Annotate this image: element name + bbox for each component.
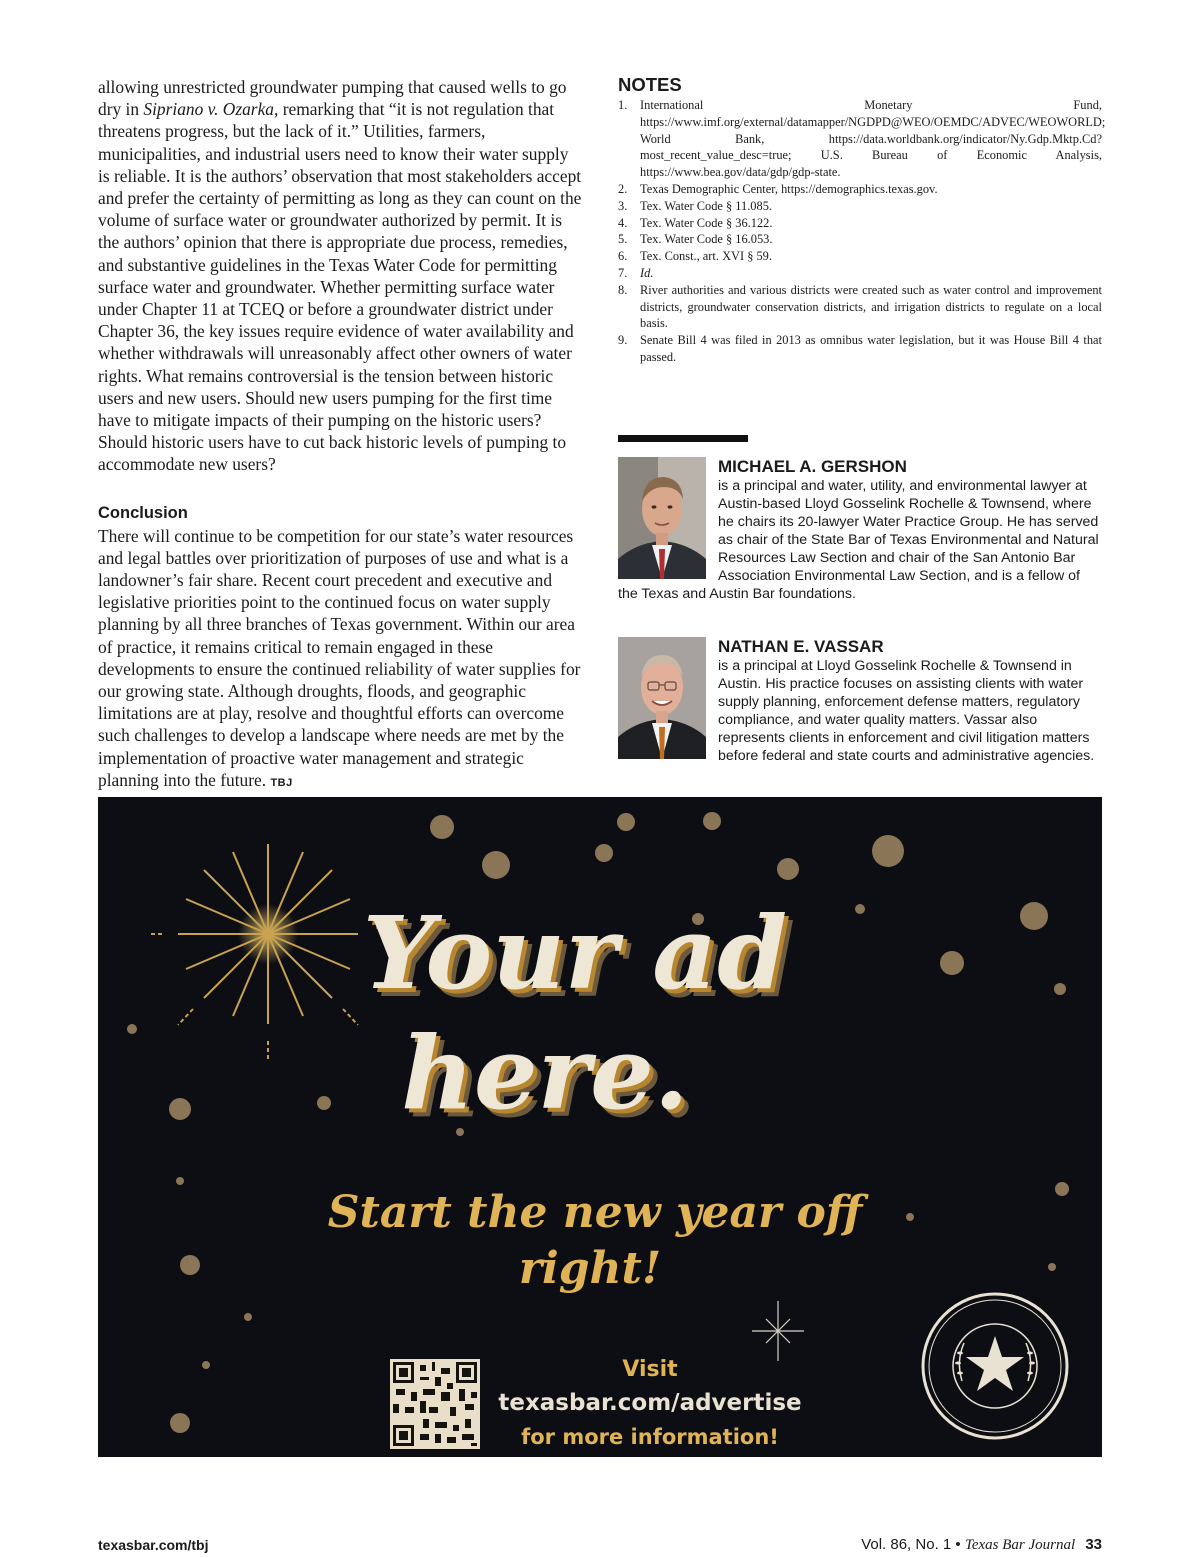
ad-headline-line: here. <box>401 1014 689 1132</box>
advertisement[interactable] <box>98 797 1102 1457</box>
page-number: 33 <box>1085 1536 1102 1553</box>
ad-tagline-line: Start the new year off <box>327 1187 863 1238</box>
qr-code-icon[interactable] <box>390 1359 480 1449</box>
author-name: NATHAN E. VASSAR <box>718 637 884 656</box>
author-description: is a principal at Lloyd Gosselink Rochelle & Townsend in Austin. His practice focuses on assisting clients with water supply planning, enforcement defense matters, regulatory compliance, and water quality matters. Vassar also represents clients in enforcement and civil litigation matters before federal and state courts and administrative agencies. <box>718 658 1095 764</box>
note-item: 2. Texas Demographic Center, https://demographics.texas.gov. <box>618 181 938 196</box>
ad-headline <box>98 893 1102 1133</box>
notes-list <box>618 97 1106 366</box>
article-paragraph <box>98 76 584 476</box>
author-photo <box>618 637 706 759</box>
footer-url[interactable]: texasbar.com/tbj <box>98 1537 209 1553</box>
section-heading: Conclusion <box>98 503 188 522</box>
footer-issue-info <box>861 1536 1102 1554</box>
cta-url-link[interactable]: texasbar.com/advertise <box>498 1390 802 1416</box>
cta-visit: Visit <box>622 1357 678 1382</box>
note-item: 5. Tex. Water Code § 16.053. <box>618 232 773 247</box>
note-item: 8. River authorities and various districts were created such as water control and improvement districts, groundwater conservation districts, and irrigation districts to regulate on a local basis. <box>618 282 1102 331</box>
section-divider <box>618 435 748 442</box>
ad-call-to-action <box>490 1355 810 1453</box>
end-mark: TBJ <box>270 776 293 789</box>
journal-title: Texas Bar Journal <box>964 1537 1076 1553</box>
author-photo <box>618 457 706 579</box>
ad-tagline <box>98 1185 1102 1297</box>
paragraph-text: allowing unrestricted groundwater pumping that caused wells to go dry in <box>98 77 567 120</box>
cta-more-info: for more information! <box>521 1425 779 1449</box>
notes-heading: NOTES <box>618 74 682 95</box>
author-name: MICHAEL A. GERSHON <box>718 457 907 476</box>
volume-number: Vol. 86, No. 1 <box>861 1536 952 1553</box>
author-bio <box>618 637 1102 765</box>
note-item: 9. Senate Bill 4 was filed in 2013 as omnibus water legislation, but it was House Bill 4 that passed. <box>618 333 1102 364</box>
bullet-separator: • <box>955 1536 961 1553</box>
ad-tagline-line: right! <box>518 1243 662 1294</box>
conclusion-paragraph <box>98 525 584 794</box>
case-name: Sipriano v. Ozarka, <box>143 99 279 120</box>
note-item: 4. Tex. Water Code § 36.122. <box>618 215 773 230</box>
note-item: 1. International Monetary Fund, https://www.imf.org/external/datamapper/NGDPD@WEO/OEMDC/ADVEC/WEOWORLD; World Bank, https://data.worldbank.org/indicator/Ny.Gdp.Mktp.Cd?most_recent_value_desc=true; U.S. Bureau of Economic Analysis, https://www.bea.gov/data/gdp/gdp-state. <box>618 98 1106 180</box>
article-column <box>98 76 584 794</box>
note-item: 3. Tex. Water Code § 11.085. <box>618 198 772 213</box>
sparkle-star-icon <box>752 1301 804 1361</box>
state-bar-seal-logo <box>920 1291 1070 1441</box>
ad-headline-line: Your ad <box>362 894 788 1012</box>
author-description: is a principal and water, utility, and environmental lawyer at Austin-based Lloyd Gosselink Rochelle & Townsend, where he chairs its 20-lawyer Water Practice Group. He has served as chair of the State Bar of Texas Environmental and Natural Resources Law Section and chair of the San Antonio Bar Association Environmental Law Section, and is a fellow of the Texas and Austin Bar foundations. <box>618 478 1099 602</box>
notes-section <box>618 74 1106 366</box>
note-item: 7. Id. <box>618 265 654 280</box>
note-item: 6. Tex. Const., art. XVI § 59. <box>618 249 772 264</box>
paragraph-text: remarking that “it is not regulation that threatens progress, but the lack of it.” Utilities, farmers, municipalities, and industrial users need to know their water supply is reliable. It is the authors’ observation that most stakeholders accept and prefer the certainty of permitting as long as they can count on the volume of surface water or groundwater authorized by permit. It is the authors’ opinion that there is appropriate due process, remedies, and substantive guidelines in the Texas Water Code for permitting surface water and groundwater. Whether permitting surface water under Chapter 11 at TCEQ or before a groundwater district under Chapter 36, the key issues require evidence of water availability and whether withdrawals will unreasonably affect other owners of water rights. What remains controversial is the tension between historic users and new users. Should new users pumping for the first time have to mitigate impacts of their pumping on the historic users? Should historic users have to cut back historic levels of pumping to accommodate new users? <box>98 99 582 475</box>
author-bio <box>618 457 1102 603</box>
paragraph-text: There will continue to be competition for our state’s water resources and legal battles over prioritization of purposes of use and what is a landowner’s fair share. Recent court precedent and executive and legislative priorities point to the continued focus on water supply planning by all three branches of Texas government. Within our area of practice, it remains critical to remain engaged in these developments to ensure the continued reliability of water supplies for our growing state. Although droughts, floods, and geographic limitations are at play, resolve and thoughtful efforts can overcome such challenges to develop a landscape where needs are met by the implementation of proactive water management and strategic planning into the future. <box>98 525 581 790</box>
